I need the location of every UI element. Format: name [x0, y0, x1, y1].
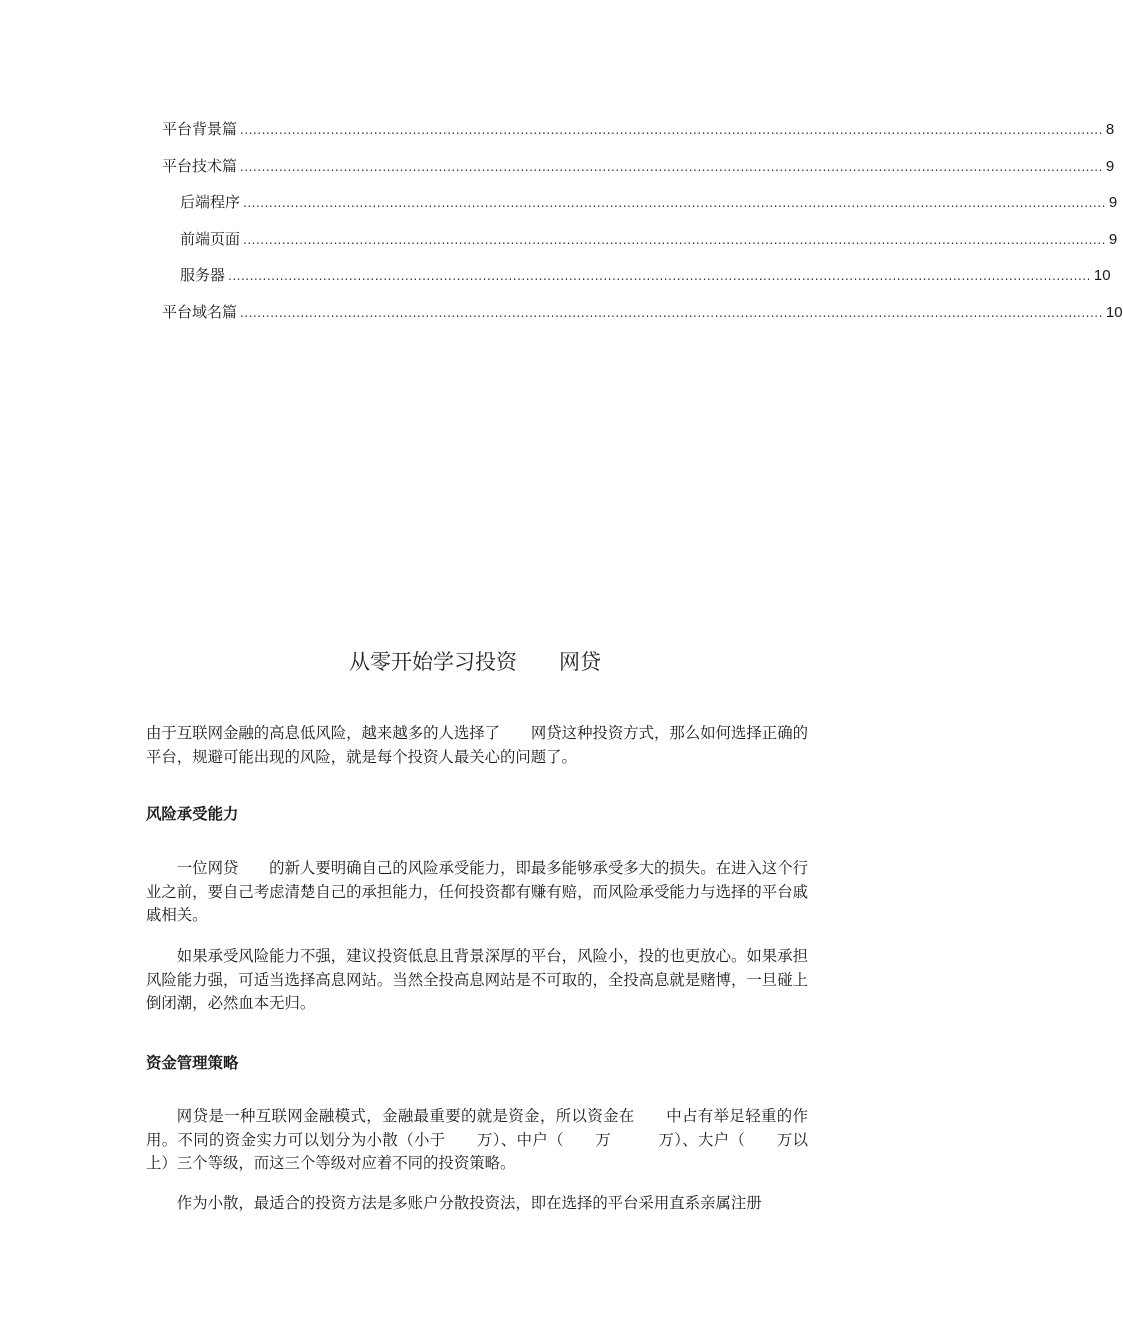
toc-entry-label: 前端页面 [180, 229, 241, 248]
toc-page-number: 9 [1105, 157, 1115, 175]
toc-entry-label: 服务器 [180, 266, 226, 285]
capital-paragraph-2: 作为小散，最适合的投资方法是多账户分散投资法，即在选择的平台采用直系亲属注册 [176, 1194, 762, 1212]
toc-subentry[interactable] [162, 264, 1111, 301]
toc-subentry[interactable] [162, 228, 1118, 265]
toc-leader-dots: ........................................................................................................................................................................................................ [243, 232, 1106, 247]
toc-page-number: 10 [1093, 267, 1111, 285]
toc-entry-label: 后端程序 [180, 193, 241, 212]
toc-page-number: 8 [1105, 121, 1115, 138]
risk-paragraph-1: 一位网贷 的新人要明确自己的风险承受能力，即最多能够承受多大的损失。在进入这个行业之前，要自己考虑清楚自己的承担能力，任何投资都有赚有赔，而风险承受能力与选择的平台戚戚相关。 [146, 859, 808, 924]
toc-leader-dots: ........................................................................................................................................................................................................ [243, 196, 1106, 211]
toc-entry-label: 平台背景篇 [162, 120, 238, 138]
toc-page-number: 10 [1105, 303, 1123, 321]
toc-subentry[interactable] [162, 191, 1118, 228]
risk-paragraph-2: 如果承受风险能力不强，建议投资低息且背景深厚的平台，风险小，投的也更放心。如果承担风险能力强，可适当选择高息网站。当然全投高息网站是不可取的，全投高息就是赌博，一旦碰上倒闭潮，必然血本无归。 [146, 947, 808, 1012]
toc-leader-dots: ........................................................................................................................................................................................................ [228, 269, 1091, 284]
capital-paragraph-1: 网贷是一种互联网金融模式，金融最重要的就是资金，所以资金在 中占有举足轻重的作用。不同的资金实力可以划分为小散（小于 万）、中户（ 万 万）、大户（ 万以上）三个等级，而这三个等级对应着不同的投资策略。 [146, 1107, 808, 1172]
table-of-contents [162, 118, 1123, 338]
intro-paragraph: 由于互联网金融的高息低风险，越来越多的人选择了 网贷这种投资方式，那么如何选择正确的平台，规避可能出现的风险，就是每个投资人最关心的问题了。 [146, 724, 808, 766]
toc-leader-dots: ........................................................................................................................................................................................................ [240, 305, 1103, 320]
toc-leader-dots: ........................................................................................................................................................................................................ [240, 123, 1103, 137]
toc-entry-label: 平台域名篇 [162, 302, 238, 321]
toc-entry[interactable] [162, 301, 1123, 338]
document-title: 从零开始学习投资 网贷 [349, 650, 601, 674]
toc-entry-label: 平台技术篇 [162, 156, 238, 175]
toc-entry[interactable] [162, 118, 1115, 155]
section-heading-capital: 资金管理策略 [146, 1054, 239, 1072]
toc-page-number: 9 [1108, 194, 1118, 212]
section-heading-risk: 风险承受能力 [146, 805, 239, 823]
toc-entry[interactable] [162, 155, 1115, 192]
toc-page-number: 9 [1108, 230, 1118, 248]
toc-leader-dots: ........................................................................................................................................................................................................ [240, 159, 1103, 174]
